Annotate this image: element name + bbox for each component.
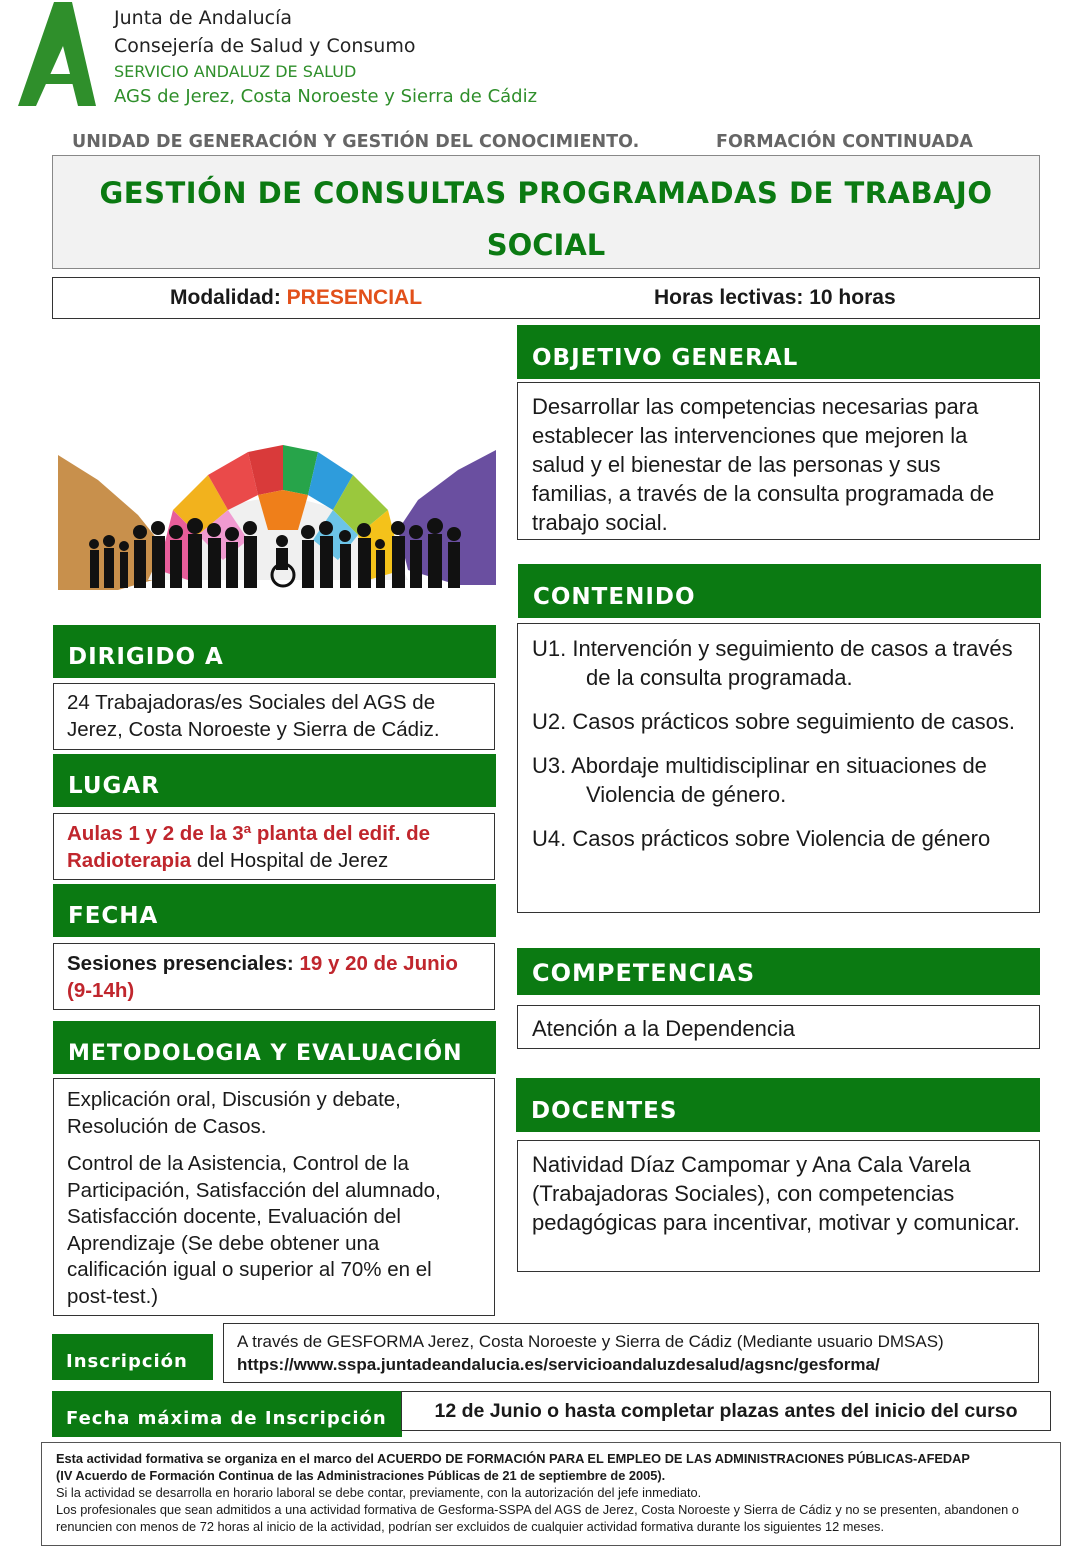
fecha-maxima-value: 12 de Junio o hasta completar plazas antes del inicio del curso [434, 1400, 1018, 1422]
lugar-rest: del Hospital de Jerez [191, 849, 389, 872]
dirigido-heading: DIRIGIDO A [53, 625, 496, 678]
people-puzzle-illustration [58, 440, 496, 595]
metodologia-box [53, 1078, 495, 1316]
fecha-text [67, 950, 481, 1004]
servicio: SERVICIO ANDALUZ DE SALUD [114, 62, 357, 81]
fecha-maxima-label: Fecha máxima de Inscripción [52, 1391, 402, 1437]
course-title-line1: GESTIÓN DE CONSULTAS PROGRAMADAS DE TRABAJO [99, 176, 993, 210]
dirigido-text: 24 Trabajadoras/es Sociales del AGS de Jerez, Costa Noroeste y Sierra de Cádiz. [67, 691, 440, 741]
competencias-text: Atención a la Dependencia [532, 1016, 795, 1041]
lugar-highlight: Aulas 1 y 2 de la 3ª planta del edif. de Radioterapia [67, 822, 431, 872]
lugar-text [67, 820, 481, 874]
course-title-line2: SOCIAL [486, 228, 606, 262]
inscripcion-text: A través de GESFORMA Jerez, Costa Noroeste y Sierra de Cádiz (Mediante usuario DMSAS) [237, 1332, 944, 1351]
docentes-box [517, 1140, 1040, 1272]
modalidad-label: Modalidad: [170, 286, 281, 309]
unit-2: U2. Casos prácticos sobre seguimiento de casos. [532, 709, 1016, 734]
competencias-heading: COMPETENCIAS [517, 948, 1040, 995]
footer-bold-2: (IV Acuerdo de Formación Continua de las Administraciones Públicas de 21 de septiembre de 2005). [56, 1468, 666, 1483]
modalidad-value: PRESENCIAL [286, 286, 423, 309]
fecha-box [53, 943, 495, 1010]
modalidad-bar [52, 277, 1040, 319]
lugar-box [53, 813, 495, 880]
fecha-heading: FECHA [53, 884, 496, 937]
docentes-text: Natividad Díaz Campomar y Ana Cala Varela (Trabajadoras Sociales), con competencias pedagógicas para incentivar, motivar y comunicar. [532, 1152, 1020, 1235]
unit-3: U3. Abordaje multidisciplinar en situaciones de Violencia de género. [532, 753, 987, 807]
lugar-heading: LUGAR [53, 754, 496, 807]
footer-notice [41, 1442, 1061, 1546]
modalidad [170, 286, 422, 310]
footer-normal-2: Los profesionales que sean admitidos a una actividad formativa de Gesforma-SSPA del AGS de Jerez, Costa Noroeste y Sierra de Cádiz y no se presenten, abandonen o renuncien con menos de 72 horas al inicio de la actividad, podrían ser excluidos de cualquier actividad formativa durante los siguientes 12 meses. [56, 1502, 1019, 1534]
objetivo-text: Desarrollar las competencias necesarias para establecer las intervenciones que mejoren la salud y el bienestar de las personas y sus familias, a través de la consulta programada de trabajo social. [532, 394, 995, 535]
unit-1: U1. Intervención y seguimiento de casos a través de la consulta programada. [532, 636, 1013, 690]
title-box [52, 155, 1040, 269]
competencias-box [517, 1005, 1040, 1049]
unit-4: U4. Casos prácticos sobre Violencia de género [532, 826, 991, 851]
objetivo-heading: OBJETIVO GENERAL [517, 325, 1040, 379]
junta-andalucia-logo [16, 0, 98, 108]
contenido-box [517, 623, 1040, 913]
consejeria: Consejería de Salud y Consumo [114, 35, 416, 57]
fecha-value: 19 y 20 de Junio (9-14h) [67, 952, 458, 1002]
fecha-maxima-box [401, 1391, 1051, 1431]
inscripcion-box [223, 1323, 1039, 1383]
gesforma-link[interactable]: https://www.sspa.juntadeandalucia.es/servicioandaluzdesalud/agsnc/gesforma/ [237, 1355, 880, 1374]
footer-bold-1: Esta actividad formativa se organiza en el marco del ACUERDO DE FORMACIÓN PARA EL EMPLEO DE LAS ADMINISTRACIONES PÚBLICAS-AFEDAP [56, 1451, 970, 1466]
footer-normal-1: Si la actividad se desarrolla en horario laboral se debe contar, previamente, con la autorización del jefe inmediato. [56, 1485, 702, 1500]
docentes-heading: DOCENTES [516, 1078, 1040, 1132]
fecha-label: Sesiones presenciales: [67, 952, 300, 975]
inscripcion-label: Inscripción [52, 1334, 213, 1380]
unit-left: UNIDAD DE GENERACIÓN Y GESTIÓN DEL CONOCIMIENTO. [72, 132, 640, 152]
metodologia-p2: Control de la Asistencia, Control de la Participación, Satisfacción del alumnado, Satisfacción docente, Evaluación del Aprendizaje (Se debe obtener una calificación igual o superior al 70% en el post-test.) [67, 1152, 441, 1308]
org-name: Junta de Andalucía [114, 7, 293, 29]
objetivo-box [517, 382, 1040, 540]
metodologia-p1: Explicación oral, Discusión y debate, Resolución de Casos. [67, 1088, 401, 1138]
horas-lectivas: Horas lectivas: 10 horas [654, 286, 896, 309]
contenido-heading: CONTENIDO [518, 564, 1041, 618]
dirigido-box [53, 683, 495, 750]
ags-name: AGS de Jerez, Costa Noroeste y Sierra de Cádiz [114, 86, 538, 107]
metodologia-heading: METODOLOGIA Y EVALUACIÓN [53, 1021, 496, 1074]
unit-right: FORMACIÓN CONTINUADA [716, 132, 973, 152]
